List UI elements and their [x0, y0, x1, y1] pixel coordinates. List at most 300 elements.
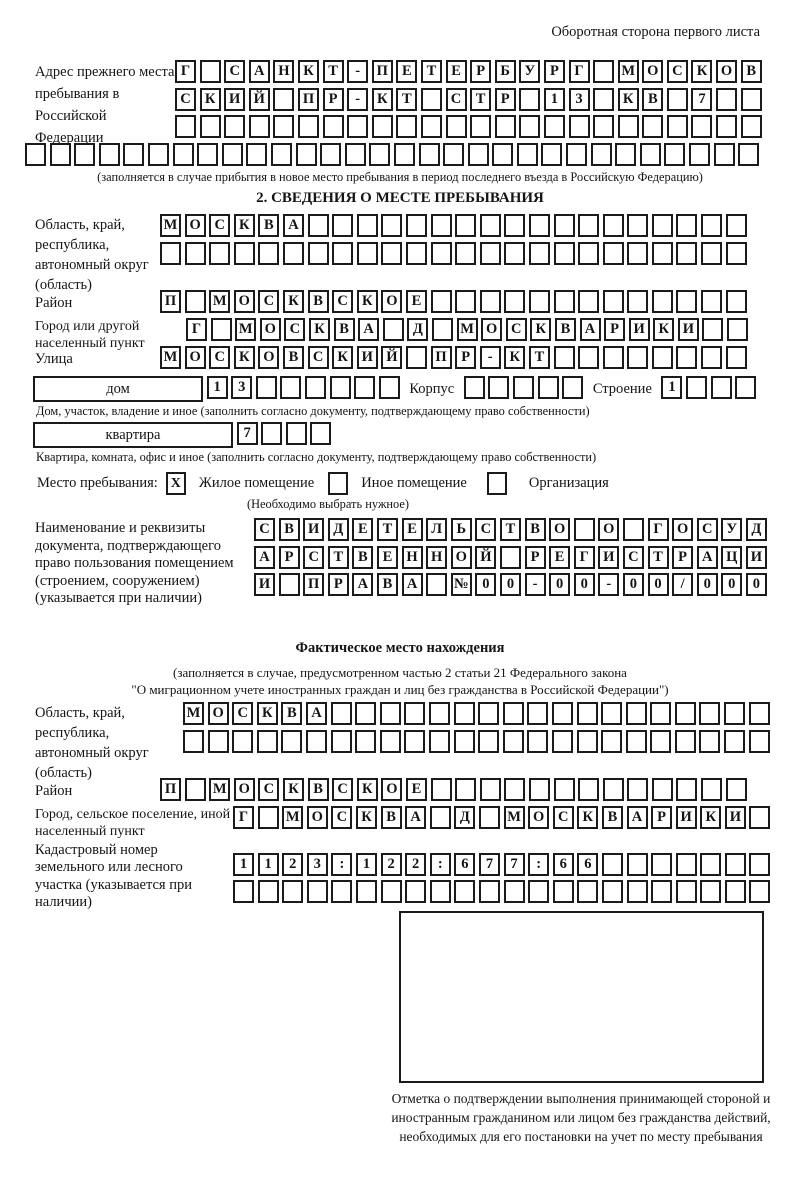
char-box[interactable] [279, 573, 300, 596]
char-box[interactable]: И [598, 546, 619, 569]
char-box[interactable]: У [519, 60, 540, 83]
char-box[interactable]: - [347, 60, 368, 83]
char-box[interactable]: - [480, 346, 501, 369]
char-box[interactable] [200, 60, 221, 83]
char-box[interactable] [406, 214, 427, 237]
char-box[interactable]: - [347, 88, 368, 111]
char-box[interactable]: 1 [356, 853, 377, 876]
char-box[interactable]: С [254, 518, 275, 541]
char-box[interactable] [332, 214, 353, 237]
char-box[interactable]: Д [454, 806, 475, 829]
char-box[interactable] [650, 730, 671, 753]
char-box[interactable] [468, 143, 489, 166]
char-box[interactable] [347, 115, 368, 138]
char-box[interactable]: М [209, 290, 230, 313]
char-box[interactable] [431, 242, 452, 265]
char-box[interactable] [431, 778, 452, 801]
char-box[interactable]: О [208, 702, 229, 725]
char-box[interactable]: С [667, 60, 688, 83]
char-box[interactable] [306, 730, 327, 753]
char-box[interactable] [527, 702, 548, 725]
char-box[interactable] [701, 214, 722, 237]
char-box[interactable]: П [160, 778, 181, 801]
char-box[interactable]: С [308, 346, 329, 369]
char-box[interactable]: О [260, 318, 281, 341]
char-box[interactable] [675, 702, 696, 725]
char-box[interactable]: И [746, 546, 767, 569]
char-box[interactable]: К [234, 346, 255, 369]
char-box[interactable] [454, 730, 475, 753]
char-box[interactable]: 3 [231, 376, 252, 399]
char-box[interactable] [627, 346, 648, 369]
char-box[interactable] [627, 242, 648, 265]
char-box[interactable]: С [224, 60, 245, 83]
char-box[interactable] [381, 880, 402, 903]
char-box[interactable]: К [200, 88, 221, 111]
char-box[interactable]: Н [426, 546, 447, 569]
char-box[interactable]: 6 [577, 853, 598, 876]
char-box[interactable] [232, 730, 253, 753]
char-box[interactable] [602, 853, 623, 876]
char-box[interactable] [675, 730, 696, 753]
char-box[interactable]: - [525, 573, 546, 596]
char-box[interactable] [492, 143, 513, 166]
char-box[interactable]: О [716, 60, 737, 83]
char-box[interactable]: С [284, 318, 305, 341]
char-box[interactable] [741, 115, 762, 138]
char-box[interactable]: Е [377, 546, 398, 569]
char-box[interactable] [727, 318, 748, 341]
char-box[interactable]: С [258, 778, 279, 801]
char-box[interactable]: С [331, 806, 352, 829]
char-box[interactable]: К [257, 702, 278, 725]
char-box[interactable] [664, 143, 685, 166]
char-box[interactable] [700, 853, 721, 876]
char-box[interactable]: 0 [574, 573, 595, 596]
char-box[interactable]: Т [328, 546, 349, 569]
char-box[interactable]: : [528, 853, 549, 876]
char-box[interactable] [627, 290, 648, 313]
char-box[interactable] [431, 290, 452, 313]
char-box[interactable]: И [254, 573, 275, 596]
char-box[interactable]: Д [328, 518, 349, 541]
char-box[interactable] [383, 318, 404, 341]
char-box[interactable] [480, 214, 501, 237]
char-box[interactable]: В [377, 573, 398, 596]
char-box[interactable] [280, 376, 301, 399]
char-box[interactable]: К [283, 290, 304, 313]
char-box[interactable]: О [307, 806, 328, 829]
char-box[interactable]: Р [455, 346, 476, 369]
char-box[interactable] [224, 115, 245, 138]
char-box[interactable] [726, 242, 747, 265]
char-box[interactable] [716, 88, 737, 111]
char-box[interactable]: Т [500, 518, 521, 541]
char-box[interactable]: О [234, 778, 255, 801]
char-box[interactable] [725, 853, 746, 876]
char-box[interactable] [593, 60, 614, 83]
char-box[interactable] [308, 242, 329, 265]
char-box[interactable]: В [334, 318, 355, 341]
char-box[interactable]: Д [746, 518, 767, 541]
char-box[interactable]: 3 [307, 853, 328, 876]
char-box[interactable]: С [697, 518, 718, 541]
char-box[interactable]: 0 [697, 573, 718, 596]
char-box[interactable]: Р [328, 573, 349, 596]
char-box[interactable]: О [481, 318, 502, 341]
char-box[interactable] [330, 376, 351, 399]
char-box[interactable]: А [405, 806, 426, 829]
char-box[interactable] [345, 143, 366, 166]
char-box[interactable] [738, 143, 759, 166]
char-box[interactable]: К [700, 806, 721, 829]
char-box[interactable]: В [283, 346, 304, 369]
char-box[interactable]: 7 [504, 853, 525, 876]
char-box[interactable] [369, 143, 390, 166]
char-box[interactable]: Н [273, 60, 294, 83]
char-box[interactable] [623, 518, 644, 541]
char-box[interactable] [603, 346, 624, 369]
char-box[interactable] [724, 730, 745, 753]
char-box[interactable] [701, 778, 722, 801]
char-box[interactable]: А [697, 546, 718, 569]
char-box[interactable] [261, 422, 282, 445]
char-box[interactable]: В [279, 518, 300, 541]
char-box[interactable] [454, 702, 475, 725]
char-box[interactable]: 2 [405, 853, 426, 876]
char-box[interactable]: С [303, 546, 324, 569]
char-box[interactable] [305, 376, 326, 399]
char-box[interactable] [726, 214, 747, 237]
char-box[interactable] [652, 290, 673, 313]
char-box[interactable] [500, 546, 521, 569]
char-box[interactable]: В [555, 318, 576, 341]
char-box[interactable]: А [254, 546, 275, 569]
char-box[interactable] [749, 806, 770, 829]
char-box[interactable] [554, 778, 575, 801]
char-box[interactable] [554, 346, 575, 369]
char-box[interactable] [554, 242, 575, 265]
char-box[interactable] [257, 730, 278, 753]
char-box[interactable] [396, 115, 417, 138]
char-box[interactable]: 0 [475, 573, 496, 596]
char-box[interactable]: 0 [500, 573, 521, 596]
char-box[interactable]: Г [648, 518, 669, 541]
char-box[interactable] [700, 880, 721, 903]
char-box[interactable] [234, 242, 255, 265]
char-box[interactable] [716, 115, 737, 138]
char-box[interactable] [233, 880, 254, 903]
char-box[interactable]: Т [396, 88, 417, 111]
char-box[interactable] [258, 806, 279, 829]
char-box[interactable] [676, 290, 697, 313]
char-box[interactable]: Ц [721, 546, 742, 569]
char-box[interactable]: 2 [381, 853, 402, 876]
char-box[interactable] [372, 115, 393, 138]
char-box[interactable]: : [331, 853, 352, 876]
char-box[interactable] [426, 573, 447, 596]
char-box[interactable]: К [332, 346, 353, 369]
char-box[interactable]: Т [377, 518, 398, 541]
char-box[interactable] [429, 702, 450, 725]
char-box[interactable]: 0 [623, 573, 644, 596]
char-box[interactable]: П [431, 346, 452, 369]
char-box[interactable]: Р [470, 60, 491, 83]
char-box[interactable] [405, 880, 426, 903]
char-box[interactable]: Е [406, 290, 427, 313]
char-box[interactable] [626, 702, 647, 725]
confirmation-stamp-box[interactable] [399, 911, 764, 1083]
char-box[interactable] [331, 730, 352, 753]
char-box[interactable] [273, 115, 294, 138]
char-box[interactable] [332, 242, 353, 265]
char-box[interactable] [443, 143, 464, 166]
char-box[interactable]: 0 [746, 573, 767, 596]
char-box[interactable] [381, 214, 402, 237]
char-box[interactable]: А [627, 806, 648, 829]
char-box[interactable]: У [721, 518, 742, 541]
char-box[interactable]: В [308, 290, 329, 313]
char-box[interactable] [455, 778, 476, 801]
char-box[interactable]: 1 [207, 376, 228, 399]
char-box[interactable] [222, 143, 243, 166]
char-box[interactable] [603, 214, 624, 237]
char-box[interactable]: В [741, 60, 762, 83]
char-box[interactable] [421, 115, 442, 138]
char-box[interactable]: С [332, 778, 353, 801]
char-box[interactable] [331, 702, 352, 725]
char-box[interactable] [593, 115, 614, 138]
char-box[interactable]: К [283, 778, 304, 801]
char-box[interactable] [504, 242, 525, 265]
char-box[interactable] [627, 880, 648, 903]
char-box[interactable] [380, 730, 401, 753]
char-box[interactable] [749, 853, 770, 876]
char-box[interactable] [529, 290, 550, 313]
char-box[interactable]: Г [233, 806, 254, 829]
char-box[interactable] [208, 730, 229, 753]
char-box[interactable] [354, 376, 375, 399]
char-box[interactable] [749, 880, 770, 903]
char-box[interactable] [394, 143, 415, 166]
char-box[interactable]: И [224, 88, 245, 111]
char-box[interactable]: Р [495, 88, 516, 111]
char-box[interactable]: Е [396, 60, 417, 83]
char-box[interactable] [544, 115, 565, 138]
char-box[interactable]: № [451, 573, 472, 596]
char-box[interactable] [209, 242, 230, 265]
char-box[interactable] [431, 214, 452, 237]
char-box[interactable] [480, 242, 501, 265]
char-box[interactable] [562, 376, 583, 399]
char-box[interactable] [652, 214, 673, 237]
char-box[interactable] [578, 242, 599, 265]
char-box[interactable]: Й [249, 88, 270, 111]
char-box[interactable] [406, 242, 427, 265]
char-box[interactable] [273, 88, 294, 111]
char-box[interactable] [464, 376, 485, 399]
char-box[interactable]: Е [406, 778, 427, 801]
char-box[interactable]: О [451, 546, 472, 569]
char-box[interactable] [430, 806, 451, 829]
char-box[interactable]: 7 [691, 88, 712, 111]
char-box[interactable]: Д [407, 318, 428, 341]
char-box[interactable] [676, 346, 697, 369]
char-box[interactable] [296, 143, 317, 166]
char-box[interactable] [615, 143, 636, 166]
char-box[interactable]: С [209, 346, 230, 369]
char-box[interactable] [642, 115, 663, 138]
char-box[interactable] [603, 290, 624, 313]
char-box[interactable]: М [457, 318, 478, 341]
char-box[interactable]: О [381, 778, 402, 801]
char-box[interactable] [310, 422, 331, 445]
char-box[interactable]: Р [544, 60, 565, 83]
char-box[interactable] [676, 853, 697, 876]
char-box[interactable] [749, 702, 770, 725]
char-box[interactable] [470, 115, 491, 138]
char-box[interactable]: 2 [282, 853, 303, 876]
char-box[interactable] [554, 214, 575, 237]
char-box[interactable]: Р [323, 88, 344, 111]
char-box[interactable] [200, 115, 221, 138]
char-box[interactable] [601, 730, 622, 753]
char-box[interactable]: 1 [544, 88, 565, 111]
checkbox-other-premises[interactable] [328, 472, 348, 495]
char-box[interactable] [446, 115, 467, 138]
char-box[interactable] [527, 730, 548, 753]
char-box[interactable] [249, 115, 270, 138]
char-box[interactable] [455, 214, 476, 237]
char-box[interactable]: К [691, 60, 712, 83]
char-box[interactable]: И [725, 806, 746, 829]
char-box[interactable] [503, 730, 524, 753]
char-box[interactable]: Г [574, 546, 595, 569]
char-box[interactable]: С [175, 88, 196, 111]
char-box[interactable] [513, 376, 534, 399]
char-box[interactable]: П [298, 88, 319, 111]
char-box[interactable] [650, 702, 671, 725]
char-box[interactable]: К [577, 806, 598, 829]
char-box[interactable] [175, 115, 196, 138]
char-box[interactable]: В [381, 806, 402, 829]
char-box[interactable]: В [352, 546, 373, 569]
char-box[interactable]: 1 [258, 853, 279, 876]
char-box[interactable]: Т [323, 60, 344, 83]
char-box[interactable]: О [672, 518, 693, 541]
char-box[interactable]: Р [651, 806, 672, 829]
char-box[interactable]: М [618, 60, 639, 83]
char-box[interactable]: 0 [721, 573, 742, 596]
char-box[interactable] [627, 778, 648, 801]
char-box[interactable] [504, 880, 525, 903]
char-box[interactable] [652, 242, 673, 265]
char-box[interactable] [429, 730, 450, 753]
char-box[interactable]: 1 [661, 376, 682, 399]
char-box[interactable]: 1 [233, 853, 254, 876]
char-box[interactable] [479, 806, 500, 829]
char-box[interactable] [686, 376, 707, 399]
char-box[interactable] [626, 730, 647, 753]
char-box[interactable]: К [530, 318, 551, 341]
char-box[interactable] [741, 88, 762, 111]
char-box[interactable] [667, 88, 688, 111]
char-box[interactable] [331, 880, 352, 903]
char-box[interactable]: М [282, 806, 303, 829]
char-box[interactable]: И [629, 318, 650, 341]
char-box[interactable] [574, 518, 595, 541]
char-box[interactable]: П [303, 573, 324, 596]
char-box[interactable] [538, 376, 559, 399]
char-box[interactable]: Р [525, 546, 546, 569]
char-box[interactable] [283, 242, 304, 265]
char-box[interactable] [702, 318, 723, 341]
char-box[interactable] [381, 242, 402, 265]
char-box[interactable]: А [580, 318, 601, 341]
char-box[interactable]: А [283, 214, 304, 237]
char-box[interactable]: И [303, 518, 324, 541]
char-box[interactable]: Е [446, 60, 467, 83]
char-box[interactable]: В [258, 214, 279, 237]
char-box[interactable]: И [357, 346, 378, 369]
char-box[interactable] [355, 730, 376, 753]
char-box[interactable] [406, 346, 427, 369]
char-box[interactable]: Р [604, 318, 625, 341]
char-box[interactable] [455, 290, 476, 313]
char-box[interactable] [676, 778, 697, 801]
char-box[interactable]: Е [352, 518, 373, 541]
char-box[interactable] [419, 143, 440, 166]
char-box[interactable]: Т [648, 546, 669, 569]
char-box[interactable] [676, 242, 697, 265]
char-box[interactable]: К [298, 60, 319, 83]
char-box[interactable] [726, 290, 747, 313]
char-box[interactable]: М [183, 702, 204, 725]
char-box[interactable] [735, 376, 756, 399]
char-box[interactable] [541, 143, 562, 166]
char-box[interactable] [478, 702, 499, 725]
char-box[interactable]: 7 [237, 422, 258, 445]
char-box[interactable]: О [234, 290, 255, 313]
char-box[interactable]: К [372, 88, 393, 111]
char-box[interactable] [286, 422, 307, 445]
char-box[interactable] [258, 880, 279, 903]
char-box[interactable]: О [642, 60, 663, 83]
char-box[interactable]: - [598, 573, 619, 596]
char-box[interactable] [689, 143, 710, 166]
char-box[interactable]: 6 [553, 853, 574, 876]
char-box[interactable]: Г [186, 318, 207, 341]
char-box[interactable] [529, 778, 550, 801]
char-box[interactable] [320, 143, 341, 166]
char-box[interactable] [355, 702, 376, 725]
char-box[interactable]: Н [402, 546, 423, 569]
char-box[interactable]: К [356, 806, 377, 829]
char-box[interactable] [667, 115, 688, 138]
char-box[interactable] [519, 115, 540, 138]
char-box[interactable]: С [553, 806, 574, 829]
char-box[interactable] [651, 880, 672, 903]
char-box[interactable] [726, 346, 747, 369]
char-box[interactable] [197, 143, 218, 166]
char-box[interactable] [298, 115, 319, 138]
char-box[interactable] [404, 702, 425, 725]
char-box[interactable] [282, 880, 303, 903]
char-box[interactable]: К [357, 290, 378, 313]
checkbox-organization[interactable] [487, 472, 507, 495]
char-box[interactable]: С [446, 88, 467, 111]
char-box[interactable]: А [352, 573, 373, 596]
